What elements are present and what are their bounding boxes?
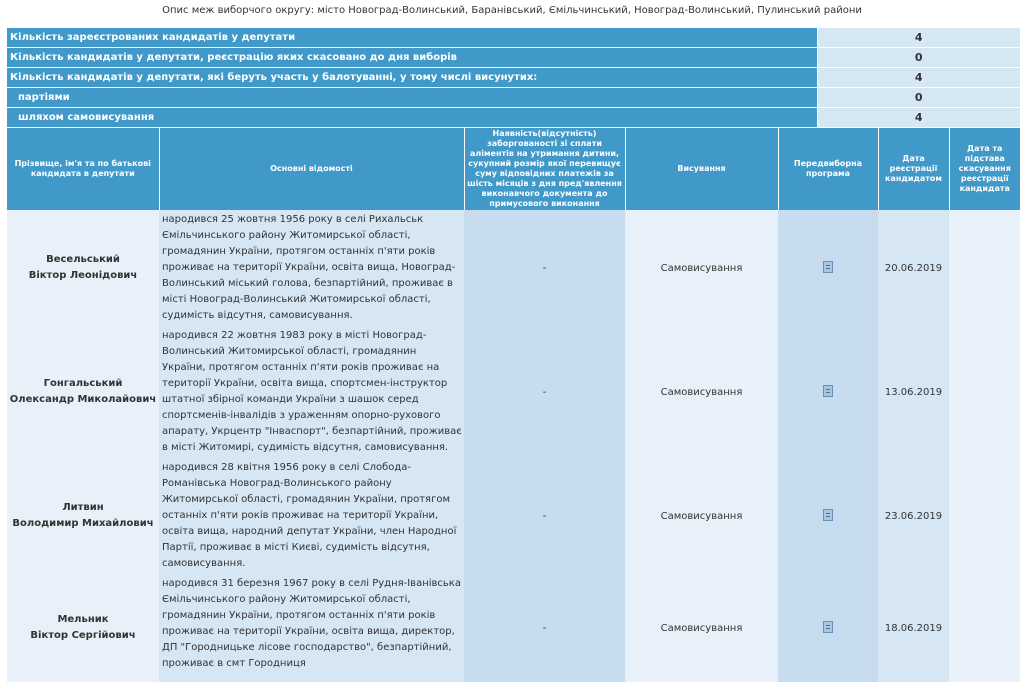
summary-row — [7, 108, 1020, 128]
summary-label: Кількість кандидатів у депутати, реєстрацію яких скасовано до дня виборів — [7, 48, 817, 68]
table-row — [7, 574, 1020, 682]
table-header — [7, 128, 1020, 210]
candidate-surname: Литвин — [62, 502, 104, 513]
summary-label: Кількість зареєстрованих кандидатів у депутати — [7, 28, 817, 48]
candidate-reg-date: 20.06.2019 — [878, 210, 949, 326]
summary-label: шляхом самовисування — [7, 108, 817, 128]
document-icon[interactable] — [823, 261, 833, 273]
candidate-name[interactable] — [7, 326, 159, 458]
candidate-surname: Гонгальський — [43, 378, 123, 389]
candidates-table — [7, 128, 1020, 682]
candidate-info: народився 28 квітня 1956 року в селі Слобода-Романівська Новоград-Волинського району Житомирської області, громадянин України, протягом останніх п'яти років проживає на території України, освіта вища, народний депутат України, член Народної Партії, проживає в місті Києві, судимість відсутня, самовисування. — [159, 458, 464, 574]
candidate-given-names: Олександр Миколайович — [9, 394, 157, 405]
candidate-name[interactable] — [7, 458, 159, 574]
candidate-program — [778, 458, 878, 574]
candidate-alimony: - — [464, 458, 625, 574]
candidate-program — [778, 210, 878, 326]
candidate-program — [778, 574, 878, 682]
summary-row — [7, 28, 1020, 48]
column-header-name: Прізвище, ім'я та по батькові кандидата в депутати — [7, 128, 159, 210]
document-icon[interactable] — [823, 509, 833, 521]
document-icon[interactable] — [823, 621, 833, 633]
candidate-nomination: Самовисування — [625, 326, 778, 458]
candidate-alimony: - — [464, 326, 625, 458]
candidate-given-names: Володимир Михайлович — [12, 518, 154, 529]
candidate-program — [778, 326, 878, 458]
candidate-cancel — [949, 458, 1020, 574]
candidate-cancel — [949, 326, 1020, 458]
table-row — [7, 458, 1020, 574]
candidate-reg-date: 23.06.2019 — [878, 458, 949, 574]
candidate-info: народився 22 жовтня 1983 року в місті Новоград-Волинський Житомирської області, громадянин України, протягом останніх п'яти років проживає на території України, освіта вища, спортсмен-інструктор штатної збірної команди України з шашок серед спортсменів-інвалідів з ураженням опорно-рухового апарату, Укрцентр "Інваспорт", безпартійний, проживає в місті Житомирі, судимість відсутня, самовисування. — [159, 326, 464, 458]
summary-value: 4 — [817, 108, 1020, 128]
candidate-cancel — [949, 210, 1020, 326]
summary-value: 4 — [817, 68, 1020, 88]
summary-value: 0 — [817, 48, 1020, 68]
summary-row — [7, 48, 1020, 68]
candidate-given-names: Віктор Леонідович — [28, 270, 138, 281]
candidate-nomination: Самовисування — [625, 210, 778, 326]
summary-label: партіями — [7, 88, 817, 108]
column-header-program: Передвиборна програма — [778, 128, 878, 210]
column-header-reg-date: Дата реєстрації кандидатом — [878, 128, 949, 210]
column-header-cancel: Дата та підстава скасування реєстрації кандидата — [949, 128, 1020, 210]
candidate-surname: Весельський — [46, 254, 120, 265]
candidate-nomination: Самовисування — [625, 574, 778, 682]
column-header-alimony: Наявність(відсутність) заборгованості зі сплати аліментів на утримання дитини, сукупний розмір якої перевищує суму відповідних платежів за шість місяців з дня пред'явлення виконавчого документа до примусового виконання — [464, 128, 625, 210]
candidate-info: народився 31 березня 1967 року в селі Рудня-Іванівська Ємільчинського району Житомирської області, громадянин України, протягом останніх п'яти років проживає на території України, освіта вища, директор, ДП "Городницьке лісове господарство", безпартійний, проживає в смт Городниця — [159, 574, 464, 682]
candidate-given-names: Віктор Сергійович — [30, 630, 136, 641]
table-row — [7, 326, 1020, 458]
column-header-info: Основні відомості — [159, 128, 464, 210]
candidate-name[interactable] — [7, 210, 159, 326]
district-description: Опис меж виборчого округу: місто Новоград-Волинський, Баранівський, Ємільчинський, Новоград-Волинський, Пулинський райони — [162, 5, 862, 16]
column-header-nomination: Висування — [625, 128, 778, 210]
summary-value: 0 — [817, 88, 1020, 108]
summary-row — [7, 88, 1020, 108]
candidate-alimony: - — [464, 210, 625, 326]
candidate-surname: Мельник — [57, 614, 109, 625]
document-icon[interactable] — [823, 385, 833, 397]
candidate-alimony: - — [464, 574, 625, 682]
summary-value: 4 — [817, 28, 1020, 48]
summary-label: Кількість кандидатів у депутати, які беруть участь у балотуванні, у тому числі висунутих: — [7, 68, 817, 88]
candidate-reg-date: 13.06.2019 — [878, 326, 949, 458]
candidate-nomination: Самовисування — [625, 458, 778, 574]
candidate-reg-date: 18.06.2019 — [878, 574, 949, 682]
candidate-name[interactable] — [7, 574, 159, 682]
candidate-cancel — [949, 574, 1020, 682]
candidate-info: народився 25 жовтня 1956 року в селі Рихальськ Ємільчинського району Житомирської області, громадянин України, протягом останніх п'яти років проживає на території України, освіта вища, Новоград-Волинський міський голова, безпартійний, проживає в місті Новоград-Волинський Житомирської області, судимість відсутня, самовисування. — [159, 210, 464, 326]
table-row — [7, 210, 1020, 326]
summary-table — [7, 28, 1020, 128]
summary-row — [7, 68, 1020, 88]
